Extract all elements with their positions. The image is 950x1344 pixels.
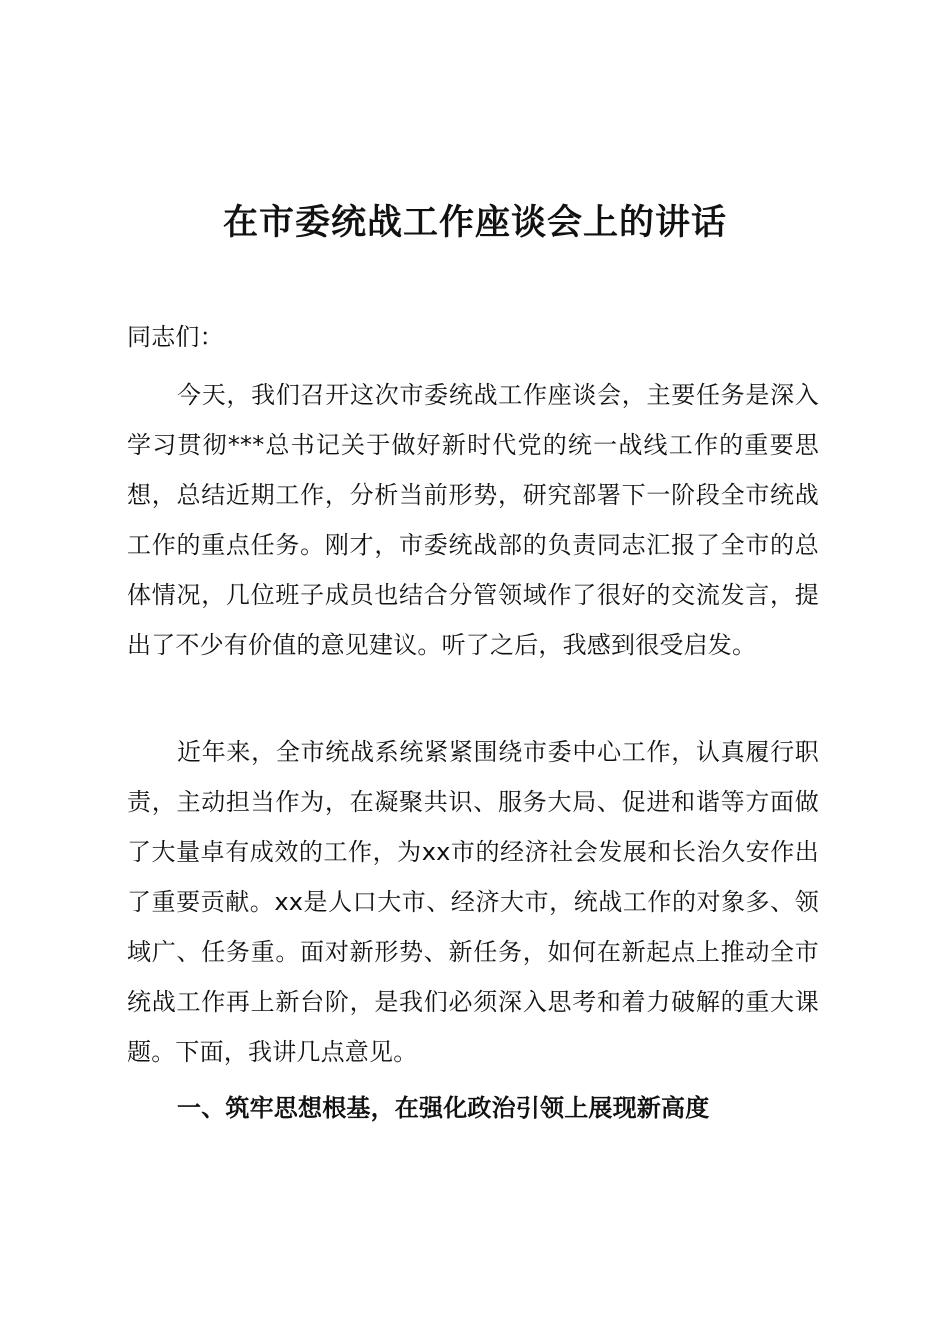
salutation: 同志们： bbox=[127, 323, 224, 351]
section-heading-1: 一、筑牢思想根基，在强化政治引领上展现新高度 bbox=[177, 1094, 710, 1122]
paragraph-background: 近年来，全市统战系统紧紧围绕市委中心工作，认真履行职责，主动担当作为，在凝聚共识、服务大局、促进和谐等方面做了大量卓有成效的工作，为xx市的经济社会发展和长治久安作出了重要贡献。xx是人口大市、经济大市，统战工作的对象多、领域广、任务重。面对新形势、新任务，如何在新起点上推动全市统战工作再上新台阶，是我们必须深入思考和着力破解的重大课题。下面，我讲几点意见。 bbox=[127, 738, 819, 1066]
paragraph-intro: 今天，我们召开这次市委统战工作座谈会，主要任务是深入学习贯彻***总书记关于做好新时代党的统一战线工作的重要思想，总结近期工作，分析当前形势，研究部署下一阶段全市统战工作的重点任务。刚才，市委统战部的负责同志汇报了全市的总体情况，几位班子成员也结合分管领域作了很好的交流发言，提出了不少有价值的意见建议。听了之后，我感到很受启发。 bbox=[127, 381, 819, 659]
document-title: 在市委统战工作座谈会上的讲话 bbox=[222, 202, 727, 243]
